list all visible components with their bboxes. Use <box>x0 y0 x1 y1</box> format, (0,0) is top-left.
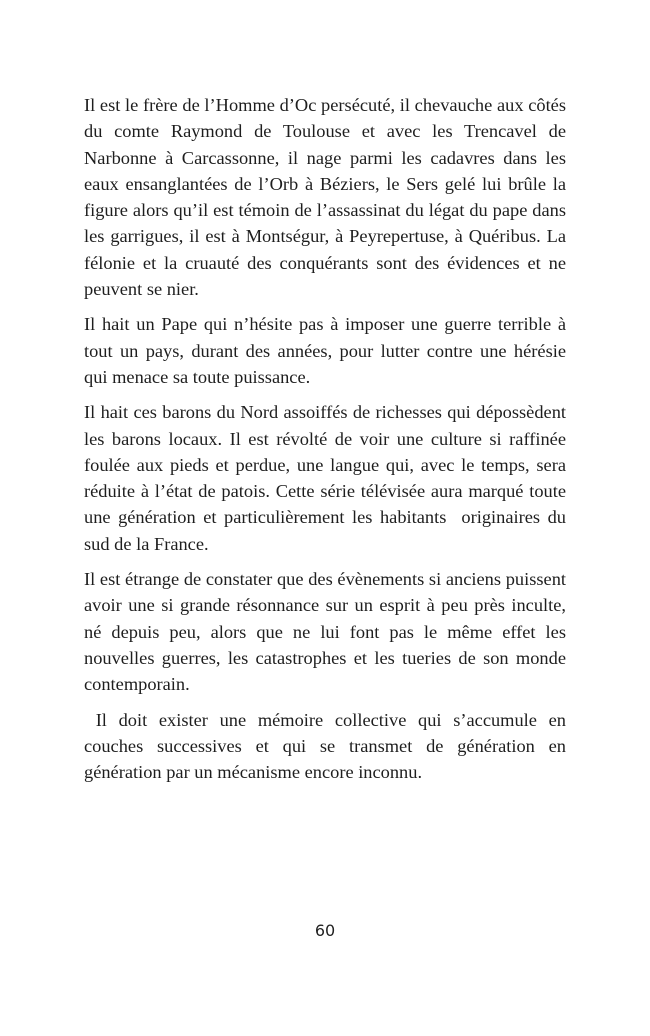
paragraph-2: Il hait un Pape qui n’hésite pas à imposer une guerre terrible à tout un pays, durant des années, pour lutter contre une hérésie qui menace sa toute puissance. <box>84 314 571 387</box>
paragraph-3: Il hait ces barons du Nord assoiffés de richesses qui dépossèdent les barons locaux. Il est révolté de voir une culture si raffinée foulée aux pieds et perdue, une langue qui, avec le temps, sera réduite à l’état de patois. Cette série télévisée aura marqué toute une génération et particulièrement les habitants originaires du sud de la France. <box>84 402 571 554</box>
paragraph-1: Il est le frère de l’Homme d’Oc persécuté, il chevauche aux côtés du comte Raymond de Toulouse et avec les Trencavel de Narbonne à Carcassonne, il nage parmi les cadavres dans les eaux ensanglantées de l’Orb à Béziers, le Sers gelé lui brûle la figure alors qu’il est témoin de l’assassinat du légat du pape dans les garrigues, il est à Montségur, à Peyrepertuse, à Quéribus. La félonie et la cruauté des conquérants sont des évidences et ne peuvent se nier. <box>84 95 571 300</box>
page-number: 60 <box>314 921 336 940</box>
body-text <box>84 92 571 794</box>
paragraph-5: Il doit exister une mémoire collective qui s’accumule en couches successives et qui se transmet de génération en génération par un mécanisme encore inconnu. <box>84 709 571 783</box>
paragraph-4: Il est étrange de constater que des évènements si anciens puissent avoir une si grande résonnance sur un esprit à peu près inculte, né depuis peu, alors que ne lui font pas le même effet les nouvelles guerres, les catastrophes et les tueries de son monde contemporain. <box>84 569 571 695</box>
